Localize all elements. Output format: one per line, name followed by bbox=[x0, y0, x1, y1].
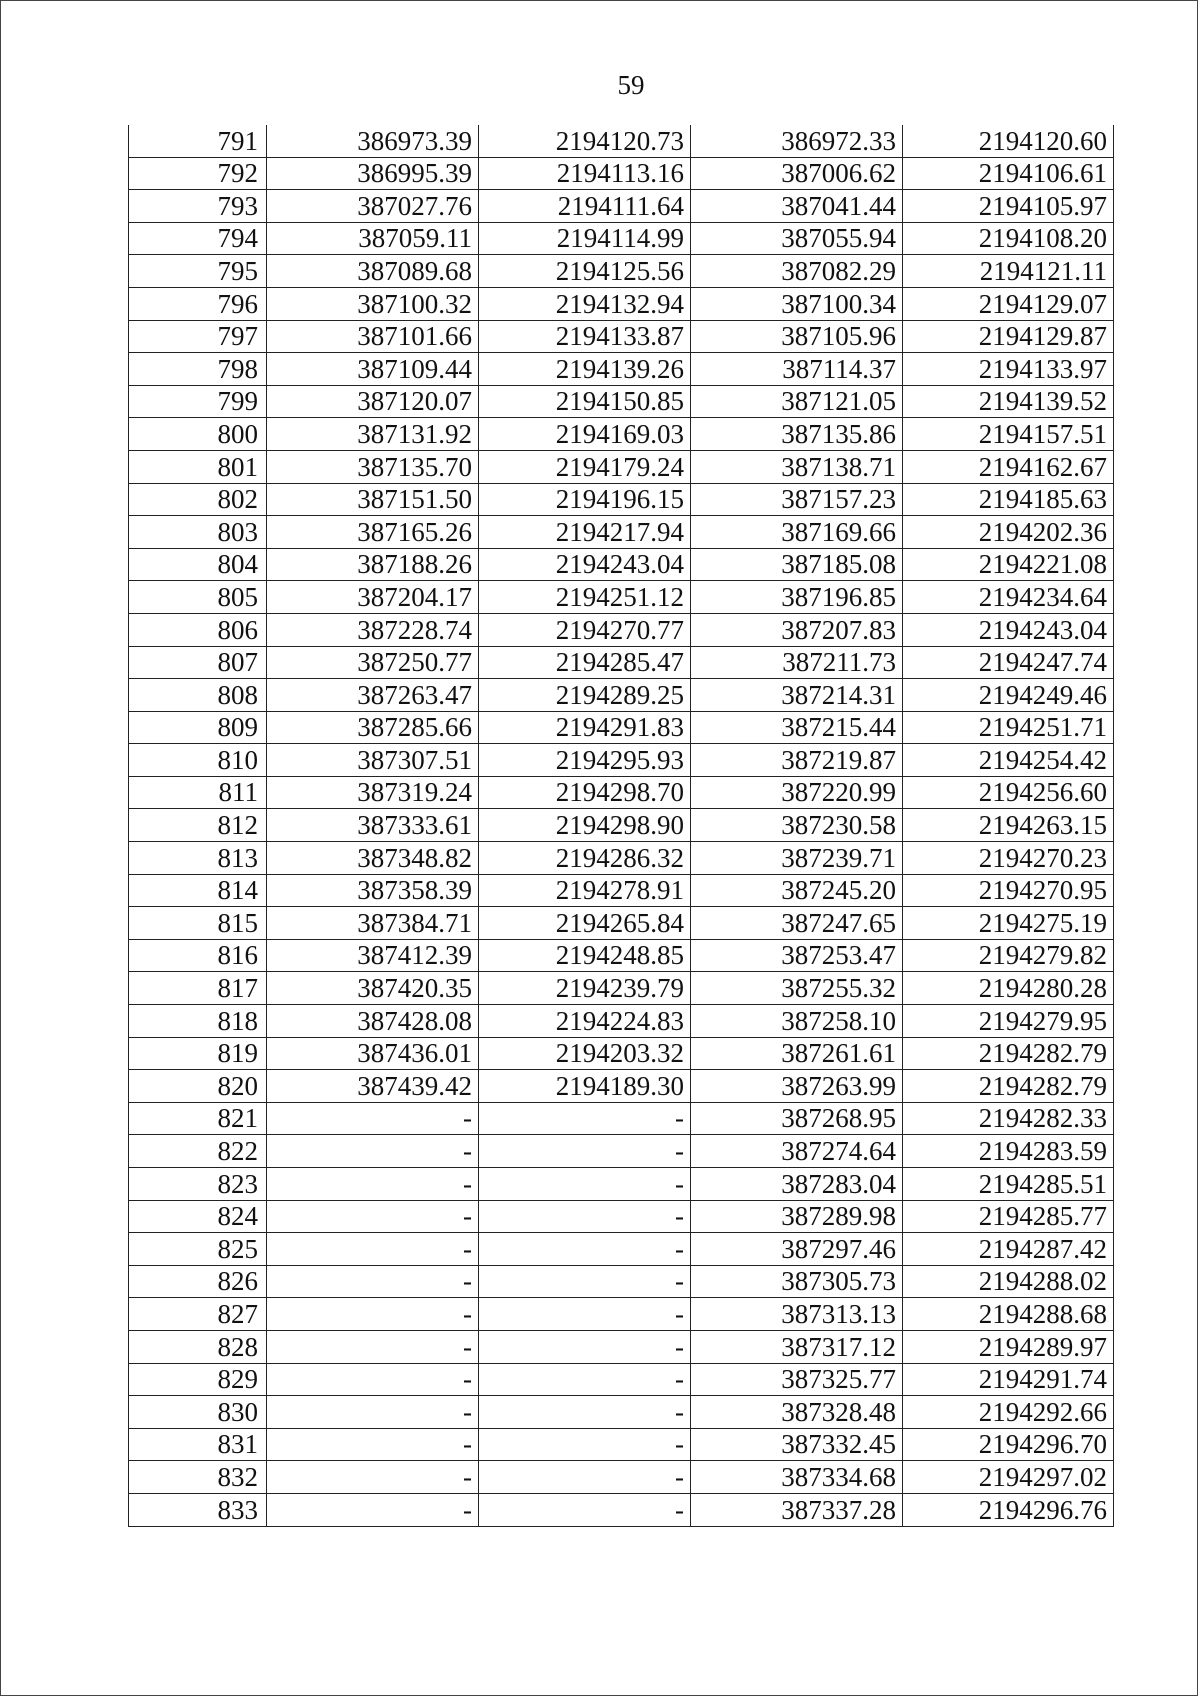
x2-cell: 387334.68 bbox=[691, 1461, 903, 1494]
x1-cell: 387204.17 bbox=[267, 581, 479, 614]
x2-cell: 387239.71 bbox=[691, 842, 903, 875]
y2-cell: 2194133.97 bbox=[903, 353, 1114, 386]
x1-cell: 387333.61 bbox=[267, 809, 479, 842]
x1-cell: 387263.47 bbox=[267, 679, 479, 712]
y1-cell: 2194285.47 bbox=[479, 646, 691, 679]
x1-cell: 387165.26 bbox=[267, 516, 479, 549]
y1-cell: 2194217.94 bbox=[479, 516, 691, 549]
table-row bbox=[129, 353, 1114, 386]
y1-cell: 2194295.93 bbox=[479, 744, 691, 777]
table-row bbox=[129, 157, 1114, 190]
point-number-cell: 795 bbox=[129, 255, 267, 288]
table-row bbox=[129, 125, 1114, 157]
x2-cell: 387121.05 bbox=[691, 385, 903, 418]
x2-cell: 387263.99 bbox=[691, 1070, 903, 1103]
x1-cell: 387420.35 bbox=[267, 972, 479, 1005]
point-number-cell: 831 bbox=[129, 1428, 267, 1461]
point-number-cell: 793 bbox=[129, 190, 267, 223]
y2-cell: 2194221.08 bbox=[903, 548, 1114, 581]
y1-cell: 2194150.85 bbox=[479, 385, 691, 418]
y1-cell: 2194179.24 bbox=[479, 450, 691, 483]
y2-cell: 2194120.60 bbox=[903, 125, 1114, 157]
x1-cell: 387319.24 bbox=[267, 776, 479, 809]
x2-cell: 387055.94 bbox=[691, 222, 903, 255]
table-row bbox=[129, 1005, 1114, 1038]
y2-cell: 2194292.66 bbox=[903, 1396, 1114, 1429]
x2-cell: 387215.44 bbox=[691, 711, 903, 744]
x2-cell: 387135.86 bbox=[691, 418, 903, 451]
x1-cell: - bbox=[267, 1233, 479, 1266]
y1-cell: - bbox=[479, 1102, 691, 1135]
y1-cell: 2194243.04 bbox=[479, 548, 691, 581]
x2-cell: 387207.83 bbox=[691, 613, 903, 646]
table-row bbox=[129, 1396, 1114, 1429]
table-row bbox=[129, 776, 1114, 809]
y2-cell: 2194270.23 bbox=[903, 842, 1114, 875]
table-row bbox=[129, 1330, 1114, 1363]
point-number-cell: 821 bbox=[129, 1102, 267, 1135]
y1-cell: - bbox=[479, 1493, 691, 1526]
x1-cell: 387120.07 bbox=[267, 385, 479, 418]
x2-cell: 387041.44 bbox=[691, 190, 903, 223]
table-row bbox=[129, 1037, 1114, 1070]
x1-cell: 387250.77 bbox=[267, 646, 479, 679]
point-number-cell: 827 bbox=[129, 1298, 267, 1331]
x2-cell: 387253.47 bbox=[691, 939, 903, 972]
y1-cell: 2194132.94 bbox=[479, 287, 691, 320]
point-number-cell: 796 bbox=[129, 287, 267, 320]
x1-cell: 386973.39 bbox=[267, 125, 479, 157]
y2-cell: 2194282.33 bbox=[903, 1102, 1114, 1135]
point-number-cell: 823 bbox=[129, 1168, 267, 1201]
table-row bbox=[129, 1493, 1114, 1526]
y2-cell: 2194282.79 bbox=[903, 1070, 1114, 1103]
x2-cell: 387274.64 bbox=[691, 1135, 903, 1168]
x1-cell: 387027.76 bbox=[267, 190, 479, 223]
point-number-cell: 799 bbox=[129, 385, 267, 418]
y1-cell: - bbox=[479, 1461, 691, 1494]
y2-cell: 2194287.42 bbox=[903, 1233, 1114, 1266]
x2-cell: 387305.73 bbox=[691, 1265, 903, 1298]
x1-cell: 387089.68 bbox=[267, 255, 479, 288]
x2-cell: 387105.96 bbox=[691, 320, 903, 353]
x2-cell: 387332.45 bbox=[691, 1428, 903, 1461]
point-number-cell: 801 bbox=[129, 450, 267, 483]
point-number-cell: 830 bbox=[129, 1396, 267, 1429]
x1-cell: 387307.51 bbox=[267, 744, 479, 777]
x2-cell: 387268.95 bbox=[691, 1102, 903, 1135]
table-row bbox=[129, 1070, 1114, 1103]
y1-cell: 2194113.16 bbox=[479, 157, 691, 190]
x2-cell: 387283.04 bbox=[691, 1168, 903, 1201]
x2-cell: 387219.87 bbox=[691, 744, 903, 777]
table-row bbox=[129, 842, 1114, 875]
y2-cell: 2194285.77 bbox=[903, 1200, 1114, 1233]
y1-cell: 2194196.15 bbox=[479, 483, 691, 516]
y2-cell: 2194297.02 bbox=[903, 1461, 1114, 1494]
table-row bbox=[129, 679, 1114, 712]
y2-cell: 2194279.82 bbox=[903, 939, 1114, 972]
y2-cell: 2194263.15 bbox=[903, 809, 1114, 842]
x2-cell: 387185.08 bbox=[691, 548, 903, 581]
y1-cell: - bbox=[479, 1135, 691, 1168]
y2-cell: 2194291.74 bbox=[903, 1363, 1114, 1396]
point-number-cell: 814 bbox=[129, 874, 267, 907]
point-number-cell: 812 bbox=[129, 809, 267, 842]
x2-cell: 387261.61 bbox=[691, 1037, 903, 1070]
y1-cell: 2194251.12 bbox=[479, 581, 691, 614]
y1-cell: - bbox=[479, 1298, 691, 1331]
x1-cell: 387436.01 bbox=[267, 1037, 479, 1070]
x1-cell: 387059.11 bbox=[267, 222, 479, 255]
table-row bbox=[129, 320, 1114, 353]
y2-cell: 2194285.51 bbox=[903, 1168, 1114, 1201]
point-number-cell: 818 bbox=[129, 1005, 267, 1038]
table-row bbox=[129, 613, 1114, 646]
y1-cell: 2194139.26 bbox=[479, 353, 691, 386]
point-number-cell: 805 bbox=[129, 581, 267, 614]
y2-cell: 2194249.46 bbox=[903, 679, 1114, 712]
table-row bbox=[129, 450, 1114, 483]
table-row bbox=[129, 646, 1114, 679]
point-number-cell: 802 bbox=[129, 483, 267, 516]
y1-cell: 2194189.30 bbox=[479, 1070, 691, 1103]
y1-cell: 2194270.77 bbox=[479, 613, 691, 646]
y1-cell: 2194289.25 bbox=[479, 679, 691, 712]
table-row bbox=[129, 1461, 1114, 1494]
x2-cell: 387082.29 bbox=[691, 255, 903, 288]
x2-cell: 387325.77 bbox=[691, 1363, 903, 1396]
y1-cell: 2194278.91 bbox=[479, 874, 691, 907]
x1-cell: 387384.71 bbox=[267, 907, 479, 940]
point-number-cell: 807 bbox=[129, 646, 267, 679]
x1-cell: 387285.66 bbox=[267, 711, 479, 744]
x1-cell: - bbox=[267, 1102, 479, 1135]
x1-cell: - bbox=[267, 1200, 479, 1233]
table-row bbox=[129, 1265, 1114, 1298]
table-row bbox=[129, 1363, 1114, 1396]
y1-cell: - bbox=[479, 1396, 691, 1429]
x2-cell: 386972.33 bbox=[691, 125, 903, 157]
y2-cell: 2194251.71 bbox=[903, 711, 1114, 744]
y1-cell: - bbox=[479, 1233, 691, 1266]
y1-cell: 2194125.56 bbox=[479, 255, 691, 288]
point-number-cell: 800 bbox=[129, 418, 267, 451]
page-number: 59 bbox=[617, 70, 645, 100]
table-row bbox=[129, 287, 1114, 320]
coordinate-table-body bbox=[129, 125, 1114, 1526]
y2-cell: 2194288.02 bbox=[903, 1265, 1114, 1298]
x1-cell: - bbox=[267, 1428, 479, 1461]
point-number-cell: 809 bbox=[129, 711, 267, 744]
point-number-cell: 832 bbox=[129, 1461, 267, 1494]
y2-cell: 2194234.64 bbox=[903, 581, 1114, 614]
x2-cell: 387006.62 bbox=[691, 157, 903, 190]
point-number-cell: 811 bbox=[129, 776, 267, 809]
table-row bbox=[129, 874, 1114, 907]
y1-cell: - bbox=[479, 1330, 691, 1363]
point-number-cell: 817 bbox=[129, 972, 267, 1005]
table-row bbox=[129, 255, 1114, 288]
x1-cell: 387358.39 bbox=[267, 874, 479, 907]
x2-cell: 387196.85 bbox=[691, 581, 903, 614]
y2-cell: 2194275.19 bbox=[903, 907, 1114, 940]
x2-cell: 387138.71 bbox=[691, 450, 903, 483]
y2-cell: 2194185.63 bbox=[903, 483, 1114, 516]
x2-cell: 387214.31 bbox=[691, 679, 903, 712]
y1-cell: - bbox=[479, 1200, 691, 1233]
y2-cell: 2194279.95 bbox=[903, 1005, 1114, 1038]
y1-cell: 2194133.87 bbox=[479, 320, 691, 353]
table-row bbox=[129, 516, 1114, 549]
y1-cell: 2194120.73 bbox=[479, 125, 691, 157]
y2-cell: 2194157.51 bbox=[903, 418, 1114, 451]
point-number-cell: 813 bbox=[129, 842, 267, 875]
x1-cell: - bbox=[267, 1168, 479, 1201]
x1-cell: 387101.66 bbox=[267, 320, 479, 353]
table-row bbox=[129, 190, 1114, 223]
table-row bbox=[129, 1135, 1114, 1168]
x1-cell: - bbox=[267, 1396, 479, 1429]
table-row bbox=[129, 1168, 1114, 1201]
x1-cell: - bbox=[267, 1265, 479, 1298]
point-number-cell: 822 bbox=[129, 1135, 267, 1168]
y2-cell: 2194162.67 bbox=[903, 450, 1114, 483]
x2-cell: 387337.28 bbox=[691, 1493, 903, 1526]
point-number-cell: 826 bbox=[129, 1265, 267, 1298]
x1-cell: 387188.26 bbox=[267, 548, 479, 581]
x2-cell: 387100.34 bbox=[691, 287, 903, 320]
point-number-cell: 803 bbox=[129, 516, 267, 549]
y1-cell: 2194248.85 bbox=[479, 939, 691, 972]
table-row bbox=[129, 744, 1114, 777]
table-row bbox=[129, 1233, 1114, 1266]
point-number-cell: 816 bbox=[129, 939, 267, 972]
y2-cell: 2194121.11 bbox=[903, 255, 1114, 288]
y1-cell: - bbox=[479, 1265, 691, 1298]
table-row bbox=[129, 1298, 1114, 1331]
y2-cell: 2194289.97 bbox=[903, 1330, 1114, 1363]
point-number-cell: 824 bbox=[129, 1200, 267, 1233]
x2-cell: 387169.66 bbox=[691, 516, 903, 549]
y2-cell: 2194139.52 bbox=[903, 385, 1114, 418]
table-row bbox=[129, 907, 1114, 940]
y2-cell: 2194129.87 bbox=[903, 320, 1114, 353]
y1-cell: 2194224.83 bbox=[479, 1005, 691, 1038]
x2-cell: 387247.65 bbox=[691, 907, 903, 940]
x1-cell: 387228.74 bbox=[267, 613, 479, 646]
y1-cell: 2194286.32 bbox=[479, 842, 691, 875]
table-row bbox=[129, 1102, 1114, 1135]
point-number-cell: 819 bbox=[129, 1037, 267, 1070]
coordinate-table bbox=[128, 125, 1114, 1527]
y2-cell: 2194282.79 bbox=[903, 1037, 1114, 1070]
x1-cell: 387428.08 bbox=[267, 1005, 479, 1038]
x2-cell: 387258.10 bbox=[691, 1005, 903, 1038]
point-number-cell: 810 bbox=[129, 744, 267, 777]
x2-cell: 387211.73 bbox=[691, 646, 903, 679]
x1-cell: 387131.92 bbox=[267, 418, 479, 451]
table-row bbox=[129, 385, 1114, 418]
y1-cell: 2194239.79 bbox=[479, 972, 691, 1005]
table-row bbox=[129, 483, 1114, 516]
x1-cell: 387100.32 bbox=[267, 287, 479, 320]
y1-cell: 2194298.70 bbox=[479, 776, 691, 809]
x1-cell: - bbox=[267, 1135, 479, 1168]
point-number-cell: 833 bbox=[129, 1493, 267, 1526]
table-row bbox=[129, 972, 1114, 1005]
point-number-cell: 829 bbox=[129, 1363, 267, 1396]
x2-cell: 387328.48 bbox=[691, 1396, 903, 1429]
x2-cell: 387220.99 bbox=[691, 776, 903, 809]
y1-cell: - bbox=[479, 1363, 691, 1396]
y1-cell: 2194298.90 bbox=[479, 809, 691, 842]
table-row bbox=[129, 418, 1114, 451]
point-number-cell: 798 bbox=[129, 353, 267, 386]
y2-cell: 2194280.28 bbox=[903, 972, 1114, 1005]
x2-cell: 387230.58 bbox=[691, 809, 903, 842]
table-row bbox=[129, 809, 1114, 842]
x1-cell: 387439.42 bbox=[267, 1070, 479, 1103]
y2-cell: 2194296.76 bbox=[903, 1493, 1114, 1526]
x1-cell: 387135.70 bbox=[267, 450, 479, 483]
x1-cell: 387151.50 bbox=[267, 483, 479, 516]
y1-cell: - bbox=[479, 1428, 691, 1461]
x2-cell: 387297.46 bbox=[691, 1233, 903, 1266]
table-row bbox=[129, 1428, 1114, 1461]
y2-cell: 2194254.42 bbox=[903, 744, 1114, 777]
y2-cell: 2194296.70 bbox=[903, 1428, 1114, 1461]
y2-cell: 2194247.74 bbox=[903, 646, 1114, 679]
y1-cell: 2194203.32 bbox=[479, 1037, 691, 1070]
point-number-cell: 825 bbox=[129, 1233, 267, 1266]
point-number-cell: 791 bbox=[129, 125, 267, 157]
y1-cell: 2194291.83 bbox=[479, 711, 691, 744]
x1-cell: - bbox=[267, 1363, 479, 1396]
point-number-cell: 797 bbox=[129, 320, 267, 353]
point-number-cell: 804 bbox=[129, 548, 267, 581]
table-row bbox=[129, 939, 1114, 972]
x1-cell: 387412.39 bbox=[267, 939, 479, 972]
y2-cell: 2194106.61 bbox=[903, 157, 1114, 190]
y1-cell: 2194265.84 bbox=[479, 907, 691, 940]
table-row bbox=[129, 548, 1114, 581]
x2-cell: 387289.98 bbox=[691, 1200, 903, 1233]
table-row bbox=[129, 1200, 1114, 1233]
x1-cell: - bbox=[267, 1461, 479, 1494]
y2-cell: 2194243.04 bbox=[903, 613, 1114, 646]
point-number-cell: 806 bbox=[129, 613, 267, 646]
x2-cell: 387255.32 bbox=[691, 972, 903, 1005]
x2-cell: 387317.12 bbox=[691, 1330, 903, 1363]
x1-cell: 386995.39 bbox=[267, 157, 479, 190]
x2-cell: 387157.23 bbox=[691, 483, 903, 516]
y2-cell: 2194256.60 bbox=[903, 776, 1114, 809]
point-number-cell: 792 bbox=[129, 157, 267, 190]
table-row bbox=[129, 711, 1114, 744]
table-row bbox=[129, 222, 1114, 255]
y2-cell: 2194202.36 bbox=[903, 516, 1114, 549]
x2-cell: 387313.13 bbox=[691, 1298, 903, 1331]
y2-cell: 2194283.59 bbox=[903, 1135, 1114, 1168]
y1-cell: 2194114.99 bbox=[479, 222, 691, 255]
point-number-cell: 828 bbox=[129, 1330, 267, 1363]
y1-cell: - bbox=[479, 1168, 691, 1201]
x1-cell: 387109.44 bbox=[267, 353, 479, 386]
table-row bbox=[129, 581, 1114, 614]
y2-cell: 2194288.68 bbox=[903, 1298, 1114, 1331]
y1-cell: 2194169.03 bbox=[479, 418, 691, 451]
x1-cell: - bbox=[267, 1493, 479, 1526]
point-number-cell: 794 bbox=[129, 222, 267, 255]
x2-cell: 387245.20 bbox=[691, 874, 903, 907]
y2-cell: 2194105.97 bbox=[903, 190, 1114, 223]
y2-cell: 2194129.07 bbox=[903, 287, 1114, 320]
point-number-cell: 808 bbox=[129, 679, 267, 712]
x1-cell: 387348.82 bbox=[267, 842, 479, 875]
x2-cell: 387114.37 bbox=[691, 353, 903, 386]
y1-cell: 2194111.64 bbox=[479, 190, 691, 223]
point-number-cell: 815 bbox=[129, 907, 267, 940]
x1-cell: - bbox=[267, 1298, 479, 1331]
y2-cell: 2194270.95 bbox=[903, 874, 1114, 907]
x1-cell: - bbox=[267, 1330, 479, 1363]
point-number-cell: 820 bbox=[129, 1070, 267, 1103]
y2-cell: 2194108.20 bbox=[903, 222, 1114, 255]
